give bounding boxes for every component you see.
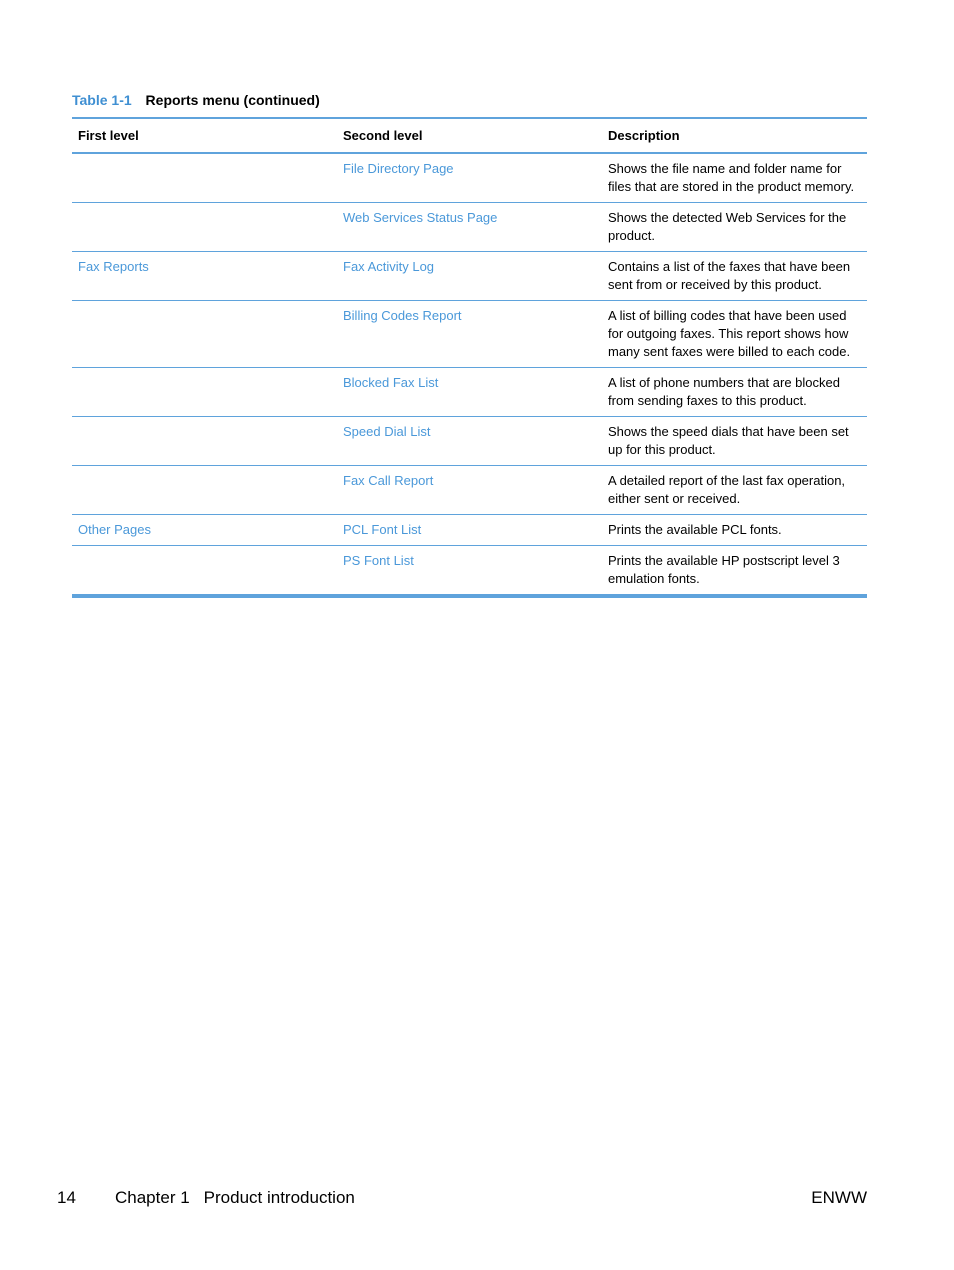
table-row	[72, 301, 867, 368]
first-level-link[interactable]: Other Pages	[72, 515, 337, 546]
header-description: Description	[602, 118, 867, 153]
description-cell: Shows the detected Web Services for the product.	[602, 203, 867, 252]
first-level-cell	[72, 368, 337, 417]
second-level-link[interactable]: File Directory Page	[337, 153, 602, 203]
second-level-link[interactable]: Web Services Status Page	[337, 203, 602, 252]
table-title: Reports menu (continued)	[145, 92, 320, 108]
description-cell: Prints the available PCL fonts.	[602, 515, 867, 546]
header-second-level: Second level	[337, 118, 602, 153]
second-level-link[interactable]: PCL Font List	[337, 515, 602, 546]
table-caption	[72, 92, 320, 108]
table-row	[72, 546, 867, 597]
chapter-label: Chapter 1	[115, 1188, 190, 1207]
first-level-cell	[72, 417, 337, 466]
first-level-cell	[72, 466, 337, 515]
description-cell: A list of phone numbers that are blocked from sending faxes to this product.	[602, 368, 867, 417]
description-cell: Prints the available HP postscript level 3 emulation fonts.	[608, 553, 840, 586]
table-row	[72, 252, 867, 301]
description-cell: A list of billing codes that have been used for outgoing faxes. This report shows how many sent faxes were billed to each code.	[602, 301, 867, 368]
table-row	[72, 203, 867, 252]
table-header-row	[72, 118, 867, 153]
page-footer-left	[57, 1188, 355, 1208]
description-cell: Shows the file name and folder name for files that are stored in the product memory.	[602, 153, 867, 203]
second-level-link[interactable]: Speed Dial List	[337, 417, 602, 466]
first-level-cell	[72, 203, 337, 252]
first-level-cell	[72, 546, 337, 597]
second-level-link[interactable]: Fax Call Report	[337, 466, 602, 515]
table-row	[72, 466, 867, 515]
page-number: 14	[57, 1188, 76, 1207]
table-row	[72, 417, 867, 466]
header-first-level: First level	[72, 118, 337, 153]
reports-menu-table-container	[72, 117, 867, 598]
description-cell: Shows the speed dials that have been set up for this product.	[602, 417, 867, 466]
table-number: Table 1-1	[72, 92, 132, 108]
table-row	[72, 515, 867, 546]
page-footer-right: ENWW	[811, 1188, 867, 1207]
first-level-cell	[72, 301, 337, 368]
second-level-link[interactable]: PS Font List	[343, 553, 414, 568]
second-level-link[interactable]: Fax Activity Log	[337, 252, 602, 301]
description-cell: Contains a list of the faxes that have been sent from or received by this product.	[602, 252, 867, 301]
first-level-link[interactable]: Fax Reports	[72, 252, 337, 301]
table-row	[72, 368, 867, 417]
chapter-title: Product introduction	[203, 1188, 355, 1207]
table-row	[72, 153, 867, 203]
reports-menu-table	[72, 117, 867, 598]
second-level-link[interactable]: Blocked Fax List	[337, 368, 602, 417]
first-level-cell	[72, 153, 337, 203]
description-cell: A detailed report of the last fax operation, either sent or received.	[602, 466, 867, 515]
second-level-link[interactable]: Billing Codes Report	[337, 301, 602, 368]
